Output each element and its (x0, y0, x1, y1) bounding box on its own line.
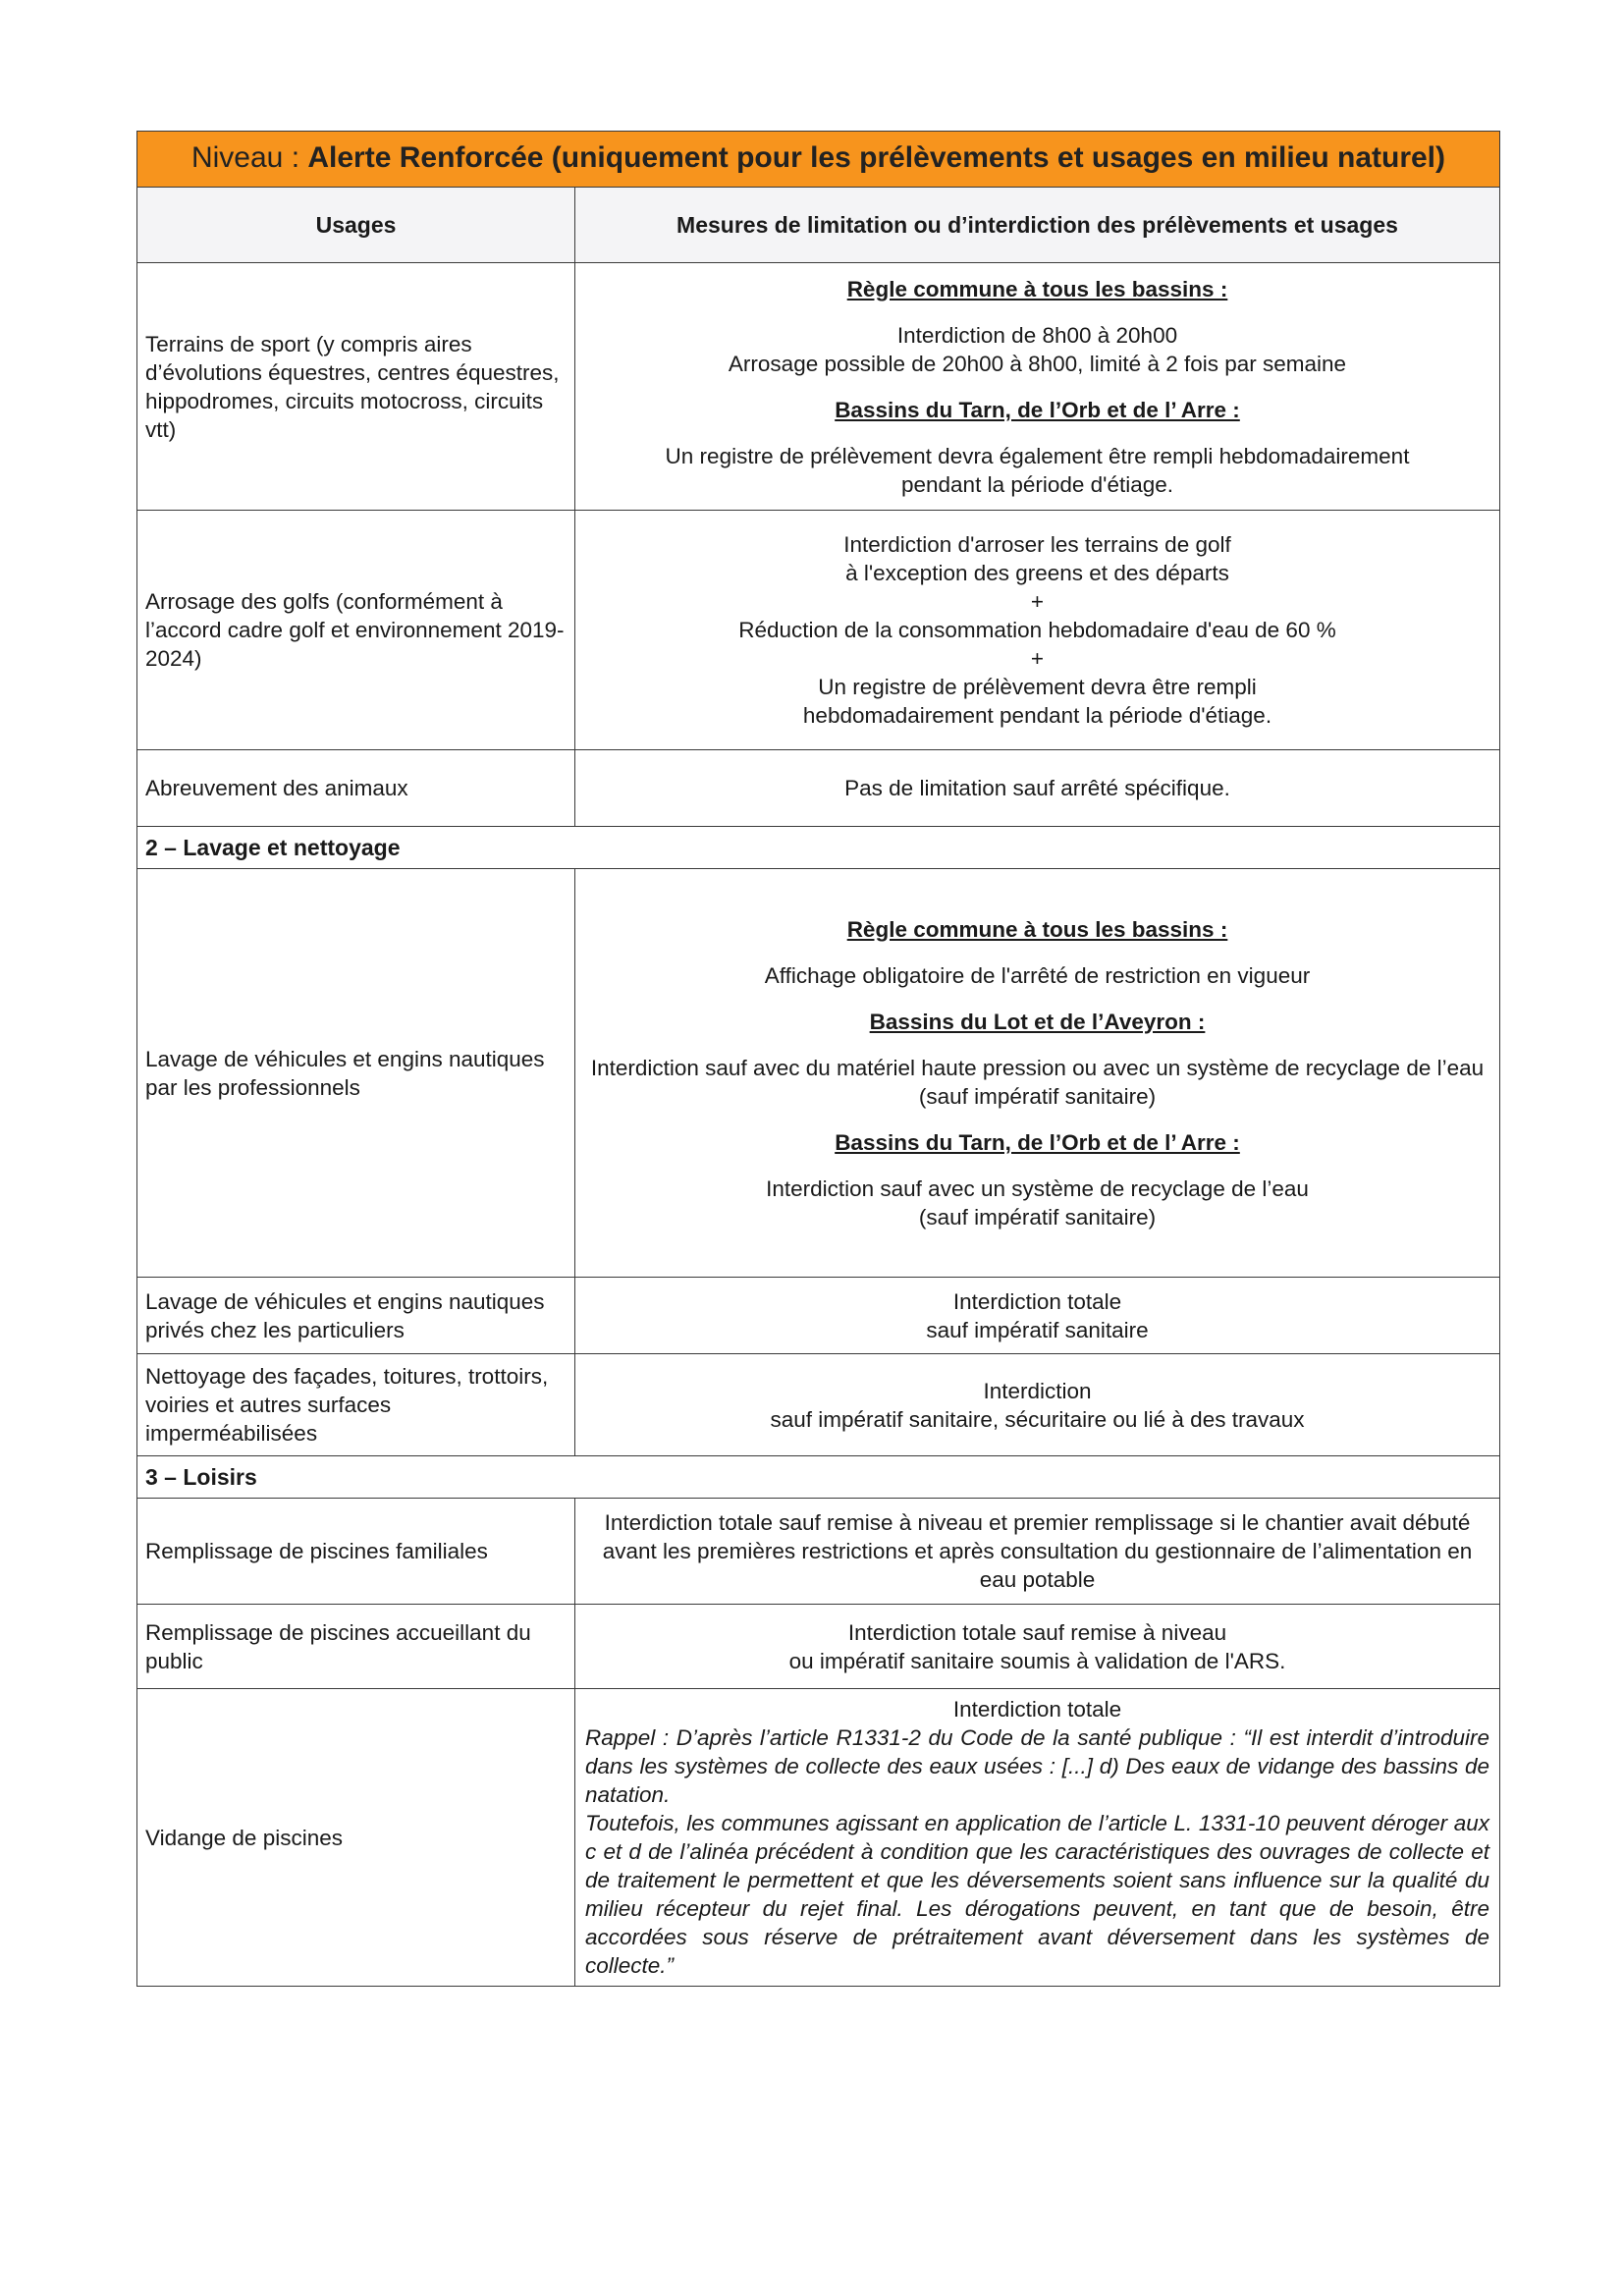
level-prefix: Niveau : (190, 141, 308, 174)
mesure-line: (sauf impératif sanitaire) (918, 1083, 1157, 1109)
mesure-cell (575, 1278, 1500, 1354)
mesure-line: (sauf impératif sanitaire) (918, 1204, 1157, 1230)
table-row (137, 511, 1500, 750)
usage-cell: Lavage de véhicules et engins nautiques privés chez les particuliers (137, 1278, 575, 1354)
table-row (137, 750, 1500, 827)
mesure-cell (575, 1689, 1500, 1987)
mesure-cell (575, 1499, 1500, 1605)
table-row (137, 1605, 1500, 1689)
usage-cell: Vidange de piscines (137, 1689, 575, 1987)
mesure-cell (575, 750, 1500, 827)
table-row (137, 1278, 1500, 1354)
rule-heading: Règle commune à tous les bassins : (846, 916, 1228, 942)
mesure-cell (575, 1605, 1500, 1689)
mesure-line: Affichage obligatoire de l'arrêté de restriction en vigueur (764, 962, 1311, 988)
mesure-line: Interdiction totale (952, 1697, 1122, 1722)
mesure-line: Interdiction sauf avec du matériel haute pression ou avec un système de recyclage de l’eau (590, 1055, 1485, 1080)
mesure-line: à l'exception des greens et des départs (845, 561, 1229, 585)
mesures-header: Mesures de limitation ou d’interdiction des prélèvements et usages (575, 188, 1500, 263)
mesure-line: pendant la période d'étiage. (900, 471, 1174, 497)
restrictions-document (136, 131, 1500, 1987)
table-row (137, 1689, 1500, 1987)
column-header-row (137, 188, 1500, 263)
rule-heading: Bassins du Tarn, de l’Orb et de l’ Arre : (835, 1129, 1240, 1155)
mesure-line: hebdomadairement pendant la période d'étiage. (802, 703, 1272, 728)
usage-cell: Lavage de véhicules et engins nautiques par les professionnels (137, 869, 575, 1278)
plus-sign: + (1030, 646, 1045, 671)
table-row (137, 263, 1500, 511)
usage-cell: Arrosage des golfs (conformément à l’accord cadre golf et environnement 2019-2024) (137, 511, 575, 750)
usage-cell: Nettoyage des façades, toitures, trottoirs, voiries et autres surfaces imperméabilisées (137, 1354, 575, 1456)
usage-cell: Remplissage de piscines accueillant du public (137, 1605, 575, 1689)
mesure-line: Interdiction totale sauf remise à niveau et premier remplissage si le chantier avait débuté avant les premières restrictions et après consultation du gestionnaire de l’alimentation en eau potable (602, 1510, 1473, 1592)
level-banner (137, 132, 1500, 188)
table-row (137, 1499, 1500, 1605)
usages-header: Usages (137, 188, 575, 263)
mesure-cell (575, 869, 1500, 1278)
level-banner-row (137, 132, 1500, 188)
mesure-line: Réduction de la consommation hebdomadaire d'eau de 60 % (738, 618, 1336, 642)
rule-heading: Bassins du Lot et de l’Aveyron : (869, 1009, 1206, 1034)
mesure-cell (575, 511, 1500, 750)
restrictions-table (136, 131, 1500, 1987)
mesure-line: Un registre de prélèvement devra être rempli (818, 675, 1257, 699)
mesure-line: Un registre de prélèvement devra également être rempli hebdomadairement (665, 443, 1410, 468)
mesure-line: Interdiction sauf avec un système de recyclage de l’eau (766, 1175, 1309, 1201)
mesure-line: Pas de limitation sauf arrêté spécifique. (844, 776, 1230, 800)
usage-cell: Terrains de sport (y compris aires d’évolutions équestres, centres équestres, hippodromes, circuits motocross, circuits vtt) (137, 263, 575, 511)
section-title: 2 – Lavage et nettoyage (137, 827, 1500, 869)
section-title: 3 – Loisirs (137, 1456, 1500, 1499)
rule-heading: Règle commune à tous les bassins : (846, 276, 1228, 301)
mesure-line: Arrosage possible de 20h00 à 8h00, limité à 2 fois par semaine (728, 351, 1347, 376)
derogation-paragraph: Toutefois, les communes agissant en application de l’article L. 1331-10 peuvent déroger aux c et d de l’alinéa précédent à condition que les caractéristiques des ouvrages de collecte et de traitement le permettent et que les déversements soient sans influence sur la qualité du milieu récepteur du rejet final. Les dérogations peuvent, en tant que de besoin, être accordées sous réserve de prétraitement avant déversement dans les systèmes de collecte.” (585, 1811, 1489, 1978)
mesure-line: Interdiction totale (952, 1288, 1122, 1314)
section-row (137, 827, 1500, 869)
section-row (137, 1456, 1500, 1499)
mesure-line: ou impératif sanitaire soumis à validation de l'ARS. (788, 1648, 1286, 1673)
plus-sign: + (1030, 589, 1045, 614)
mesure-line: Interdiction totale sauf remise à niveau (847, 1619, 1227, 1645)
mesure-cell (575, 1354, 1500, 1456)
mesure-cell (575, 263, 1500, 511)
mesure-line: sauf impératif sanitaire, sécuritaire ou lié à des travaux (770, 1406, 1305, 1432)
level-title: Alerte Renforcée (uniquement pour les prélèvements et usages en milieu naturel) (307, 141, 1446, 174)
mesure-line: Interdiction d'arroser les terrains de golf (843, 532, 1231, 557)
table-row (137, 869, 1500, 1278)
table-row (137, 1354, 1500, 1456)
usage-cell: Abreuvement des animaux (137, 750, 575, 827)
mesure-line: Interdiction (983, 1378, 1092, 1403)
usage-cell: Remplissage de piscines familiales (137, 1499, 575, 1605)
rule-heading: Bassins du Tarn, de l’Orb et de l’ Arre : (835, 397, 1240, 422)
mesure-line: Interdiction de 8h00 à 20h00 (896, 322, 1178, 348)
rappel-paragraph: Rappel : D’après l’article R1331-2 du Code de la santé publique : “Il est interdit d’introduire dans les systèmes de collecte des eaux usées : [...] d) Des eaux de vidange des bassins de natation. (585, 1725, 1489, 1807)
mesure-line: sauf impératif sanitaire (926, 1317, 1149, 1342)
